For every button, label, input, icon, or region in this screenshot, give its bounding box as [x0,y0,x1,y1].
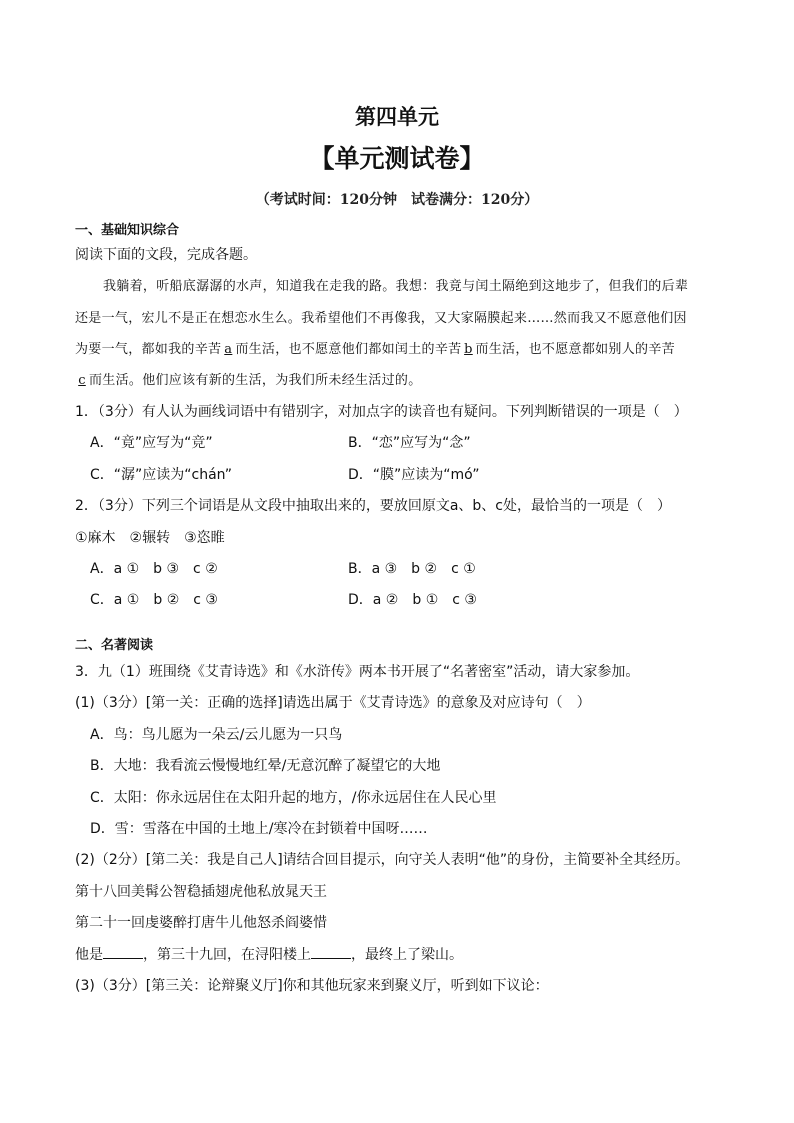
q3-option-a[interactable]: A．鸟：鸟儿愿为一朵云/云儿愿为一只鸟 [90,727,343,743]
question-3-stem: 3．九（1）班围绕《艾青诗选》和《水浒传》两本书开展了“名著密室”活动，请大家参加。 [75,664,640,680]
section-heading-basics: 一、基础知识综合 [75,223,180,238]
q1-option-c[interactable]: C．“潺”应读为“chán” [90,467,233,483]
q2-option-d[interactable]: D．a ② b ① c ③ [348,592,477,608]
passage-line-4 [75,371,422,391]
q2-option-c[interactable]: C．a ① b ② c ③ [90,592,218,608]
chapter-hint-2: 第二十一回虔婆醉打唐牛儿他怒杀阎婆惜 [75,915,327,931]
passage-text: 而生活。他们应该有新的生活，为我们所未经生活过的。 [89,373,422,388]
q2-word-list: ①麻木 ②辗转 ③恣睢 [75,530,225,546]
q3-fill-line [75,944,463,965]
passage-line-1: 我躺着，听船底潺潺的水声，知道我在走我的路。我想：我竟与闰土隔绝到这地步了，但我们的后辈 [103,279,689,294]
blank-c: c [78,373,86,388]
answer-blank-1[interactable] [103,944,143,959]
q1-option-d[interactable]: D．“膜”应读为“mó” [348,467,480,483]
q3-option-c[interactable]: C．太阳：你永远居住在太阳升起的地方，/你永远居住在人民心里 [90,790,497,806]
fill-text: ，最终上了梁山。 [351,947,463,963]
q1-option-a[interactable]: A．“竟”应写为“竞” [90,435,213,451]
fill-text: ，第三十九回，在浔阳楼上 [143,947,311,963]
q3-sub-1: (1)（3分）[第一关：正确的选择]请选出属于《艾青诗选》的意象及对应诗句（ ） [75,695,591,711]
question-2-stem: 2．（3分）下列三个词语是从文段中抽取出来的，要放回原文a、b、c处，最恰当的一项是（ ） [75,498,671,514]
passage-line-3 [75,340,675,360]
chapter-hint-1: 第十八回美髯公智稳插翅虎他私放晁天王 [75,884,327,900]
q2-option-a[interactable]: A．a ① b ③ c ② [90,561,218,577]
passage-text: 而生活，也不愿意都如别人的辛苦 [475,342,675,357]
q3-sub-2: (2)（2分）[第二关：我是自己人]请结合回目提示，向守关人表明“他”的身份，主简要补全其经历。 [75,852,690,868]
exam-title: 【单元测试卷】 [309,144,485,173]
blank-a: a [224,342,233,357]
q2-option-b[interactable]: B．a ③ b ② c ① [348,561,476,577]
fill-text: 他是 [75,947,103,963]
blank-b: b [464,342,473,357]
q1-option-b[interactable]: B．“恋”应写为“念” [348,435,471,451]
unit-title: 第四单元 [355,105,439,129]
exam-info: （考试时间：120分钟 试卷满分：120分） [255,192,539,208]
passage-line-2: 还是一气，宏儿不是正在想恋水生么。我希望他们不再像我，又大家隔膜起来……然而我又不愿意他们因 [75,311,687,326]
passage-text: 为要一气，都如我的辛苦 [75,342,222,357]
passage-text: 而生活，也不愿意他们都如闰土的辛苦 [235,342,462,357]
q3-option-b[interactable]: B．大地：我看流云慢慢地红晕/无意沉醉了凝望它的大地 [90,758,441,774]
q3-option-d[interactable]: D．雪：雪落在中国的土地上/寒冷在封锁着中国呀…… [90,821,428,837]
question-1-stem: 1．（3分）有人认为画线词语中有错别字，对加点字的读音也有疑问。下列判断错误的一项是（ ） [75,404,688,420]
q3-sub-3: (3)（3分）[第三关：论辩聚义厅]你和其他玩家来到聚义厅，听到如下议论： [75,978,549,994]
reading-intro: 阅读下面的文段，完成各题。 [75,247,257,263]
answer-blank-2[interactable] [311,944,351,959]
section-heading-classics: 二、名著阅读 [75,638,154,653]
